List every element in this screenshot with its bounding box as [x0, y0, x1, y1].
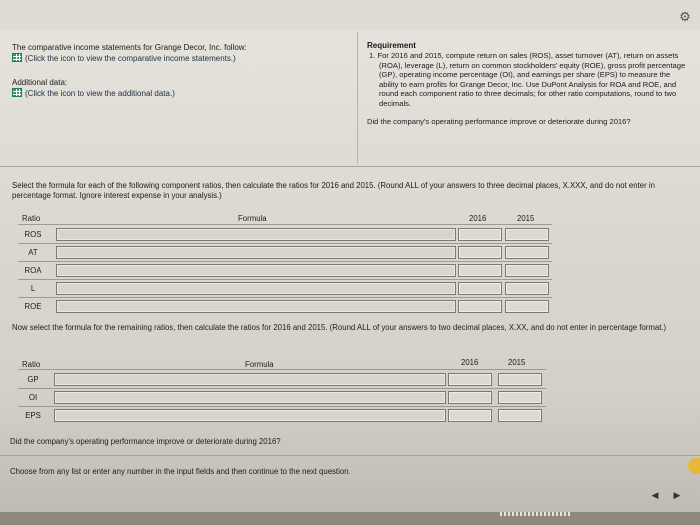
spreadsheet-icon[interactable]	[12, 88, 22, 97]
ratio-label: GP	[27, 375, 39, 384]
gear-icon[interactable]: ⚙	[679, 9, 691, 24]
formula-dropdown[interactable]	[56, 228, 456, 241]
ratio-label: ROS	[24, 230, 42, 239]
value-2016-input[interactable]	[458, 282, 502, 295]
statement-text: The comparative income statements for Grange Decor, Inc. follow:	[12, 43, 247, 52]
row-divider	[18, 279, 552, 280]
column-divider	[357, 32, 358, 164]
footer-question: Did the company's operating performance improve or deteriorate during 2016?	[10, 437, 281, 446]
part2-header-rule	[18, 369, 546, 370]
value-2016-input[interactable]	[448, 409, 492, 422]
value-2015-input[interactable]	[505, 300, 549, 313]
part1-header-2016: 2016	[469, 214, 487, 223]
value-2016-input[interactable]	[458, 246, 502, 259]
ratio-label: EPS	[25, 411, 41, 420]
row-divider	[18, 243, 552, 244]
part2-header-2016: 2016	[461, 358, 479, 367]
intro-panel	[12, 42, 342, 99]
question-nav	[646, 488, 688, 502]
footer-divider	[0, 455, 700, 456]
requirement-panel	[367, 41, 697, 127]
part2-instructions: Now select the formula for the remaining ratios, then calculate the ratios for 2016 and 2015. (Round ALL of your answers to two decimal places, X.XX, and do not enter in percentage format.)	[12, 323, 667, 332]
part1-instructions: Select the formula for each of the following component ratios, then calculate the ratios for 2016 and 2015. (Round ALL of your answers to three decimal places, X.XXX, and do not enter in percentage format. Ignore interest expense in your analysis.)	[12, 181, 655, 200]
value-2016-input[interactable]	[448, 373, 492, 386]
formula-dropdown[interactable]	[56, 282, 456, 295]
value-2015-input[interactable]	[498, 373, 542, 386]
formula-dropdown[interactable]	[54, 391, 446, 404]
value-2015-input[interactable]	[498, 391, 542, 404]
row-divider	[18, 406, 546, 407]
value-2015-input[interactable]	[505, 282, 549, 295]
part1-header-2015: 2015	[517, 214, 535, 223]
additional-link[interactable]	[12, 88, 342, 99]
formula-dropdown[interactable]	[56, 264, 456, 277]
triangle-left-icon[interactable]: ◀	[651, 490, 659, 500]
additional-link-label[interactable]: (Click the icon to view the additional data.)	[25, 89, 175, 98]
formula-dropdown[interactable]	[54, 373, 446, 386]
bottom-bezel	[0, 512, 700, 525]
formula-dropdown[interactable]	[56, 300, 456, 313]
part1-header-ratio: Ratio	[22, 214, 41, 223]
ratio-label: ROE	[24, 302, 42, 311]
part2-header-formula: Formula	[245, 360, 274, 369]
requirement-question: Did the company's operating performance improve or deteriorate during 2016?	[367, 116, 631, 126]
part1-header-rule	[18, 224, 552, 225]
bottom-decoration	[500, 512, 570, 516]
additional-label: Additional data:	[12, 78, 68, 87]
value-2016-input[interactable]	[458, 264, 502, 277]
value-2016-input[interactable]	[448, 391, 492, 404]
triangle-right-icon[interactable]: ▶	[673, 490, 681, 500]
value-2015-input[interactable]	[505, 228, 549, 241]
requirement-body: 1. For 2016 and 2015, compute return on sales (ROS), asset turnover (AT), return on assets (ROA), leverage (L), return on common stockholders' equity (ROE), gross profit percentage (GP), operating income percentage (OI), and earnings per share (EPS) to measure the ability to earn profits for Grange Decor, Inc. Use DuPont Analysis for ROA and ROE, and round each component ratio to three decimals; for other ratio computations, round to two decimals.	[369, 51, 686, 108]
section-divider	[0, 166, 700, 167]
ratio-label: AT	[28, 248, 38, 257]
value-2015-input[interactable]	[505, 246, 549, 259]
top-bar	[0, 0, 700, 30]
part2-header-ratio: Ratio	[22, 360, 41, 369]
help-tab-icon[interactable]	[688, 458, 700, 474]
ratio-label: L	[30, 284, 36, 293]
part1-header-formula: Formula	[238, 214, 267, 223]
formula-dropdown[interactable]	[54, 409, 446, 422]
value-2015-input[interactable]	[498, 409, 542, 422]
footer-hint: Choose from any list or enter any number in the input fields and then continue to the next question.	[10, 467, 351, 476]
value-2016-input[interactable]	[458, 300, 502, 313]
part2-header-2015: 2015	[508, 358, 526, 367]
formula-dropdown[interactable]	[56, 246, 456, 259]
row-divider	[18, 297, 552, 298]
spreadsheet-icon[interactable]	[12, 53, 22, 62]
value-2015-input[interactable]	[505, 264, 549, 277]
value-2016-input[interactable]	[458, 228, 502, 241]
ratio-label: ROA	[24, 266, 42, 275]
requirement-title: Requirement	[367, 41, 416, 50]
row-divider	[18, 261, 552, 262]
statement-link-label[interactable]: (Click the icon to view the comparative income statements.)	[25, 54, 236, 63]
statement-link[interactable]	[12, 53, 342, 64]
row-divider	[18, 388, 546, 389]
ratio-label: OI	[28, 393, 38, 402]
